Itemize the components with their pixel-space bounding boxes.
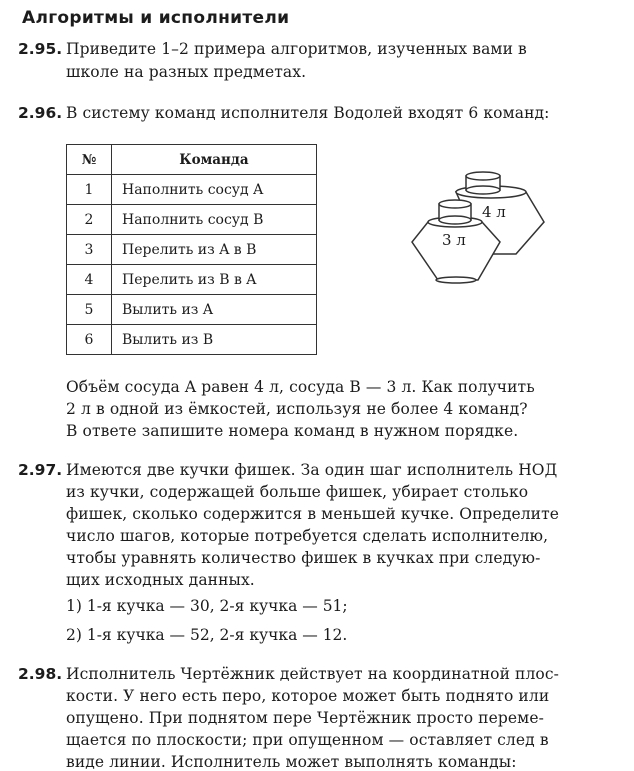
problem-2-98-line-5: виде линии. Исполнитель может выполнять команды: (66, 753, 517, 771)
problem-2-95-line-2: школе на разных предметах. (66, 63, 307, 81)
table-row (67, 265, 317, 295)
table-row (67, 235, 317, 265)
row-number: 2 (67, 205, 112, 235)
table-row (67, 295, 317, 325)
problem-2-97-option-1: 1) 1-я кучка — 30, 2-я кучка — 51; (66, 597, 348, 615)
row-number: 5 (67, 295, 112, 325)
row-command: Перелить из B в A (112, 265, 317, 295)
row-command: Наполнить сосуд A (112, 175, 317, 205)
problem-2-96-line-2: 2 л в одной из ёмкостей, используя не более 4 команд? (66, 400, 528, 418)
table-row (67, 205, 317, 235)
problem-number-2-97: 2.97. (18, 461, 63, 479)
header-command: Команда (112, 145, 317, 175)
problem-2-95-line-1: Приведите 1–2 примера алгоритмов, изученных вами в (66, 40, 527, 58)
row-number: 1 (67, 175, 112, 205)
problem-number-2-95: 2.95. (18, 40, 63, 58)
problem-2-97-line-1: Имеются две кучки фишек. За один шаг исполнитель НОД (66, 461, 558, 479)
row-number: 4 (67, 265, 112, 295)
problem-2-97-line-6: щих исходных данных. (66, 571, 255, 589)
problem-2-96-line-3: В ответе запишите номера команд в нужном порядке. (66, 422, 519, 440)
problem-2-98-line-1: Исполнитель Чертёжник действует на координатной плос- (66, 665, 559, 683)
row-command: Вылить из B (112, 325, 317, 355)
problem-2-98-line-3: опущено. При поднятом пере Чертёжник просто переме- (66, 709, 544, 727)
commands-table (66, 144, 317, 355)
problem-2-97-line-2: из кучки, содержащей больше фишек, убирает столько (66, 483, 529, 501)
problem-2-97-line-5: чтобы уравнять количество фишек в кучках при следую- (66, 549, 541, 567)
problem-2-98-line-2: кости. У него есть перо, которое может быть поднято или (66, 687, 550, 705)
problem-number-2-98: 2.98. (18, 665, 63, 683)
vessels-illustration (408, 170, 548, 290)
problem-2-97-option-2: 2) 1-я кучка — 52, 2-я кучка — 12. (66, 626, 348, 644)
vessel-b-label: 3 л (442, 231, 466, 249)
row-number: 3 (67, 235, 112, 265)
row-number: 6 (67, 325, 112, 355)
row-command: Наполнить сосуд B (112, 205, 317, 235)
table-header-row (67, 145, 317, 175)
row-command: Перелить из A в B (112, 235, 317, 265)
table-row (67, 325, 317, 355)
problem-2-96-intro: В систему команд исполнителя Водолей входят 6 команд: (66, 104, 550, 122)
table-row (67, 175, 317, 205)
problem-2-96-line-1: Объём сосуда A равен 4 л, сосуда B — 3 л. Как получить (66, 378, 535, 396)
header-number: № (67, 145, 112, 175)
vessel-a-label: 4 л (482, 203, 506, 221)
problem-2-97-line-3: фишек, сколько содержится в меньшей кучке. Определите (66, 505, 560, 523)
row-command: Вылить из A (112, 295, 317, 325)
problem-number-2-96: 2.96. (18, 104, 63, 122)
problem-2-97-line-4: число шагов, которые потребуется сделать исполнителю, (66, 527, 549, 545)
section-title: Алгоритмы и исполнители (22, 8, 290, 28)
problem-2-98-line-4: щается по плоскости; при опущенном — оставляет след в (66, 731, 549, 749)
